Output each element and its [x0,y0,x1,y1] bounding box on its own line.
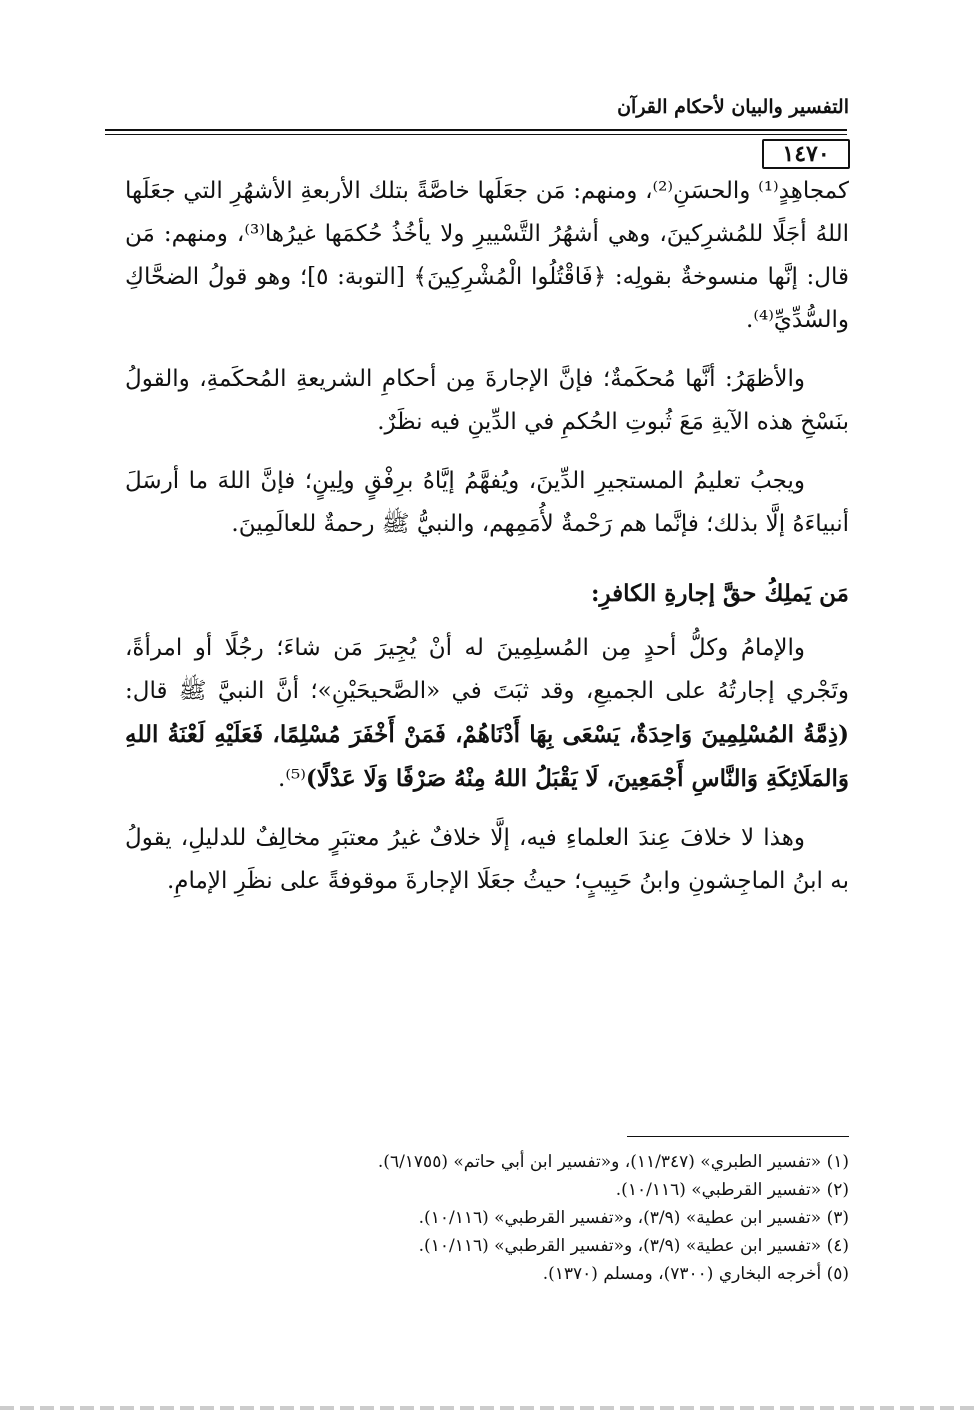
header-rule [105,129,847,131]
footnote-item: (٤) «تفسير ابن عطية» (٣/٩)، و«تفسير القرطبي» (١٠/١١٦). [418,1236,849,1256]
section-heading: مَن يَملِكُ حقَّ إجارةِ الكافرِ: [590,580,849,607]
paragraph-3: ويجبُ تعليمُ المستجيرِ الدِّينَ، ويُفهَّمُ إيَّاهُ برِفْقٍ ولِينٍ؛ فإنَّ اللهَ ما أرسَلَ أنبياءَهُ إلَّا بذلك؛ فإنَّما هم رَحْمةٌ لأُمَمِهم، والنبيُّ ﷺ رحمةٌ للعالَمِينَ. [125,468,849,537]
footnote-ref-5: ⁽⁵⁾. [278,766,306,792]
paragraph-1: كمجاهِدٍ⁽¹⁾ والحسَنِ⁽²⁾، ومنهم: مَن جعَلَها خاصَّةً بتلك الأربعةِ الأشهُرِ التي جعَلَها اللهُ أجَلًا للمُشرِكينَ، وهي أشهُرُ التَّسْييرِ ولا يأخُذُ حُكمَها غيرُها⁽³⁾، ومنهم: مَن قال: إنَّها منسوخةٌ بقولِه: ﴿فَاقْتُلُوا الْمُشْرِكِينَ﴾ [التوبة: ٥]؛ وهو قولُ الضحَّاكِ والسُّدِّيِّ⁽⁴⁾. [125,178,850,333]
paragraph-4 [125,627,849,801]
header-rule-thin [105,134,847,135]
paragraph-5: وهذا لا خلافَ عِندَ العلماءِ فيه، إلَّا خلافٌ غيرُ معتبَرٍ مخالِفٌ للدليلِ، يقولُ به ابنُ الماجِشونِ وابنُ حَبِيبٍ؛ حيثُ جعَلَا الإجارةَ موقوفةً على نظَرِ الإمامِ. [125,825,849,894]
main-text [125,170,849,919]
scan-edge-artifact [0,1406,974,1410]
footnote-item: (١) «تفسير الطبري» (١١/٣٤٧)، و«تفسير ابن أبي حاتم» (٦/١٧٥٥). [377,1152,849,1172]
footnote-separator [627,1136,849,1137]
footnotes [125,1148,849,1288]
paragraph-4-intro: والإمامُ وكلُّ أحدٍ مِن المُسلِمِينَ له أنْ يُجِيرَ مَن شاءَ؛ رجُلًا أو امرأةً، وتَجْري إجارتُهُ على الجميعِ، وقد ثبَتَ في «الصَّحيحَيْنِ»؛ أنَّ النبيَّ ﷺ قال: [125,635,849,704]
page-header [105,96,849,120]
running-title: التفسير والبيان لأحكام القرآن [617,96,849,118]
hadith-quote: (ذِمَّةُ المُسْلِمِينَ وَاحِدَةٌ، يَسْعَى بِهَا أَدْنَاهُمْ، فَمَنْ أَخْفَرَ مُسْلِمًا، فَعَلَيْهِ لَعْنَةُ اللهِ وَالمَلَائِكَةِ وَالنَّاسِ أَجْمَعِينَ، لَا يَقْبَلُ اللهُ مِنْهُ صَرْفًا وَلَا عَدْلًا) [125,721,849,792]
footnote-item: (٥) أخرجه البخاري (٧٣٠٠)، ومسلم (١٣٧٠). [542,1264,849,1284]
page-number: ١٤٧٠ [762,139,850,169]
footnote-item: (٣) «تفسير ابن عطية» (٣/٩)، و«تفسير القرطبي» (١٠/١١٦). [418,1208,849,1228]
paragraph-2: والأظهَرُ: أنَّها مُحكَمةٌ؛ فإنَّ الإجارةَ مِن أحكامِ الشريعةِ المُحكَمةِ، والقولُ بنَسْخِ هذه الآيةِ مَعَ ثُبوتِ الحُكمِ في الدِّينِ فيه نظَرٌ. [125,366,849,435]
footnote-item: (٢) «تفسير القرطبي» (١٠/١١٦). [615,1180,849,1200]
